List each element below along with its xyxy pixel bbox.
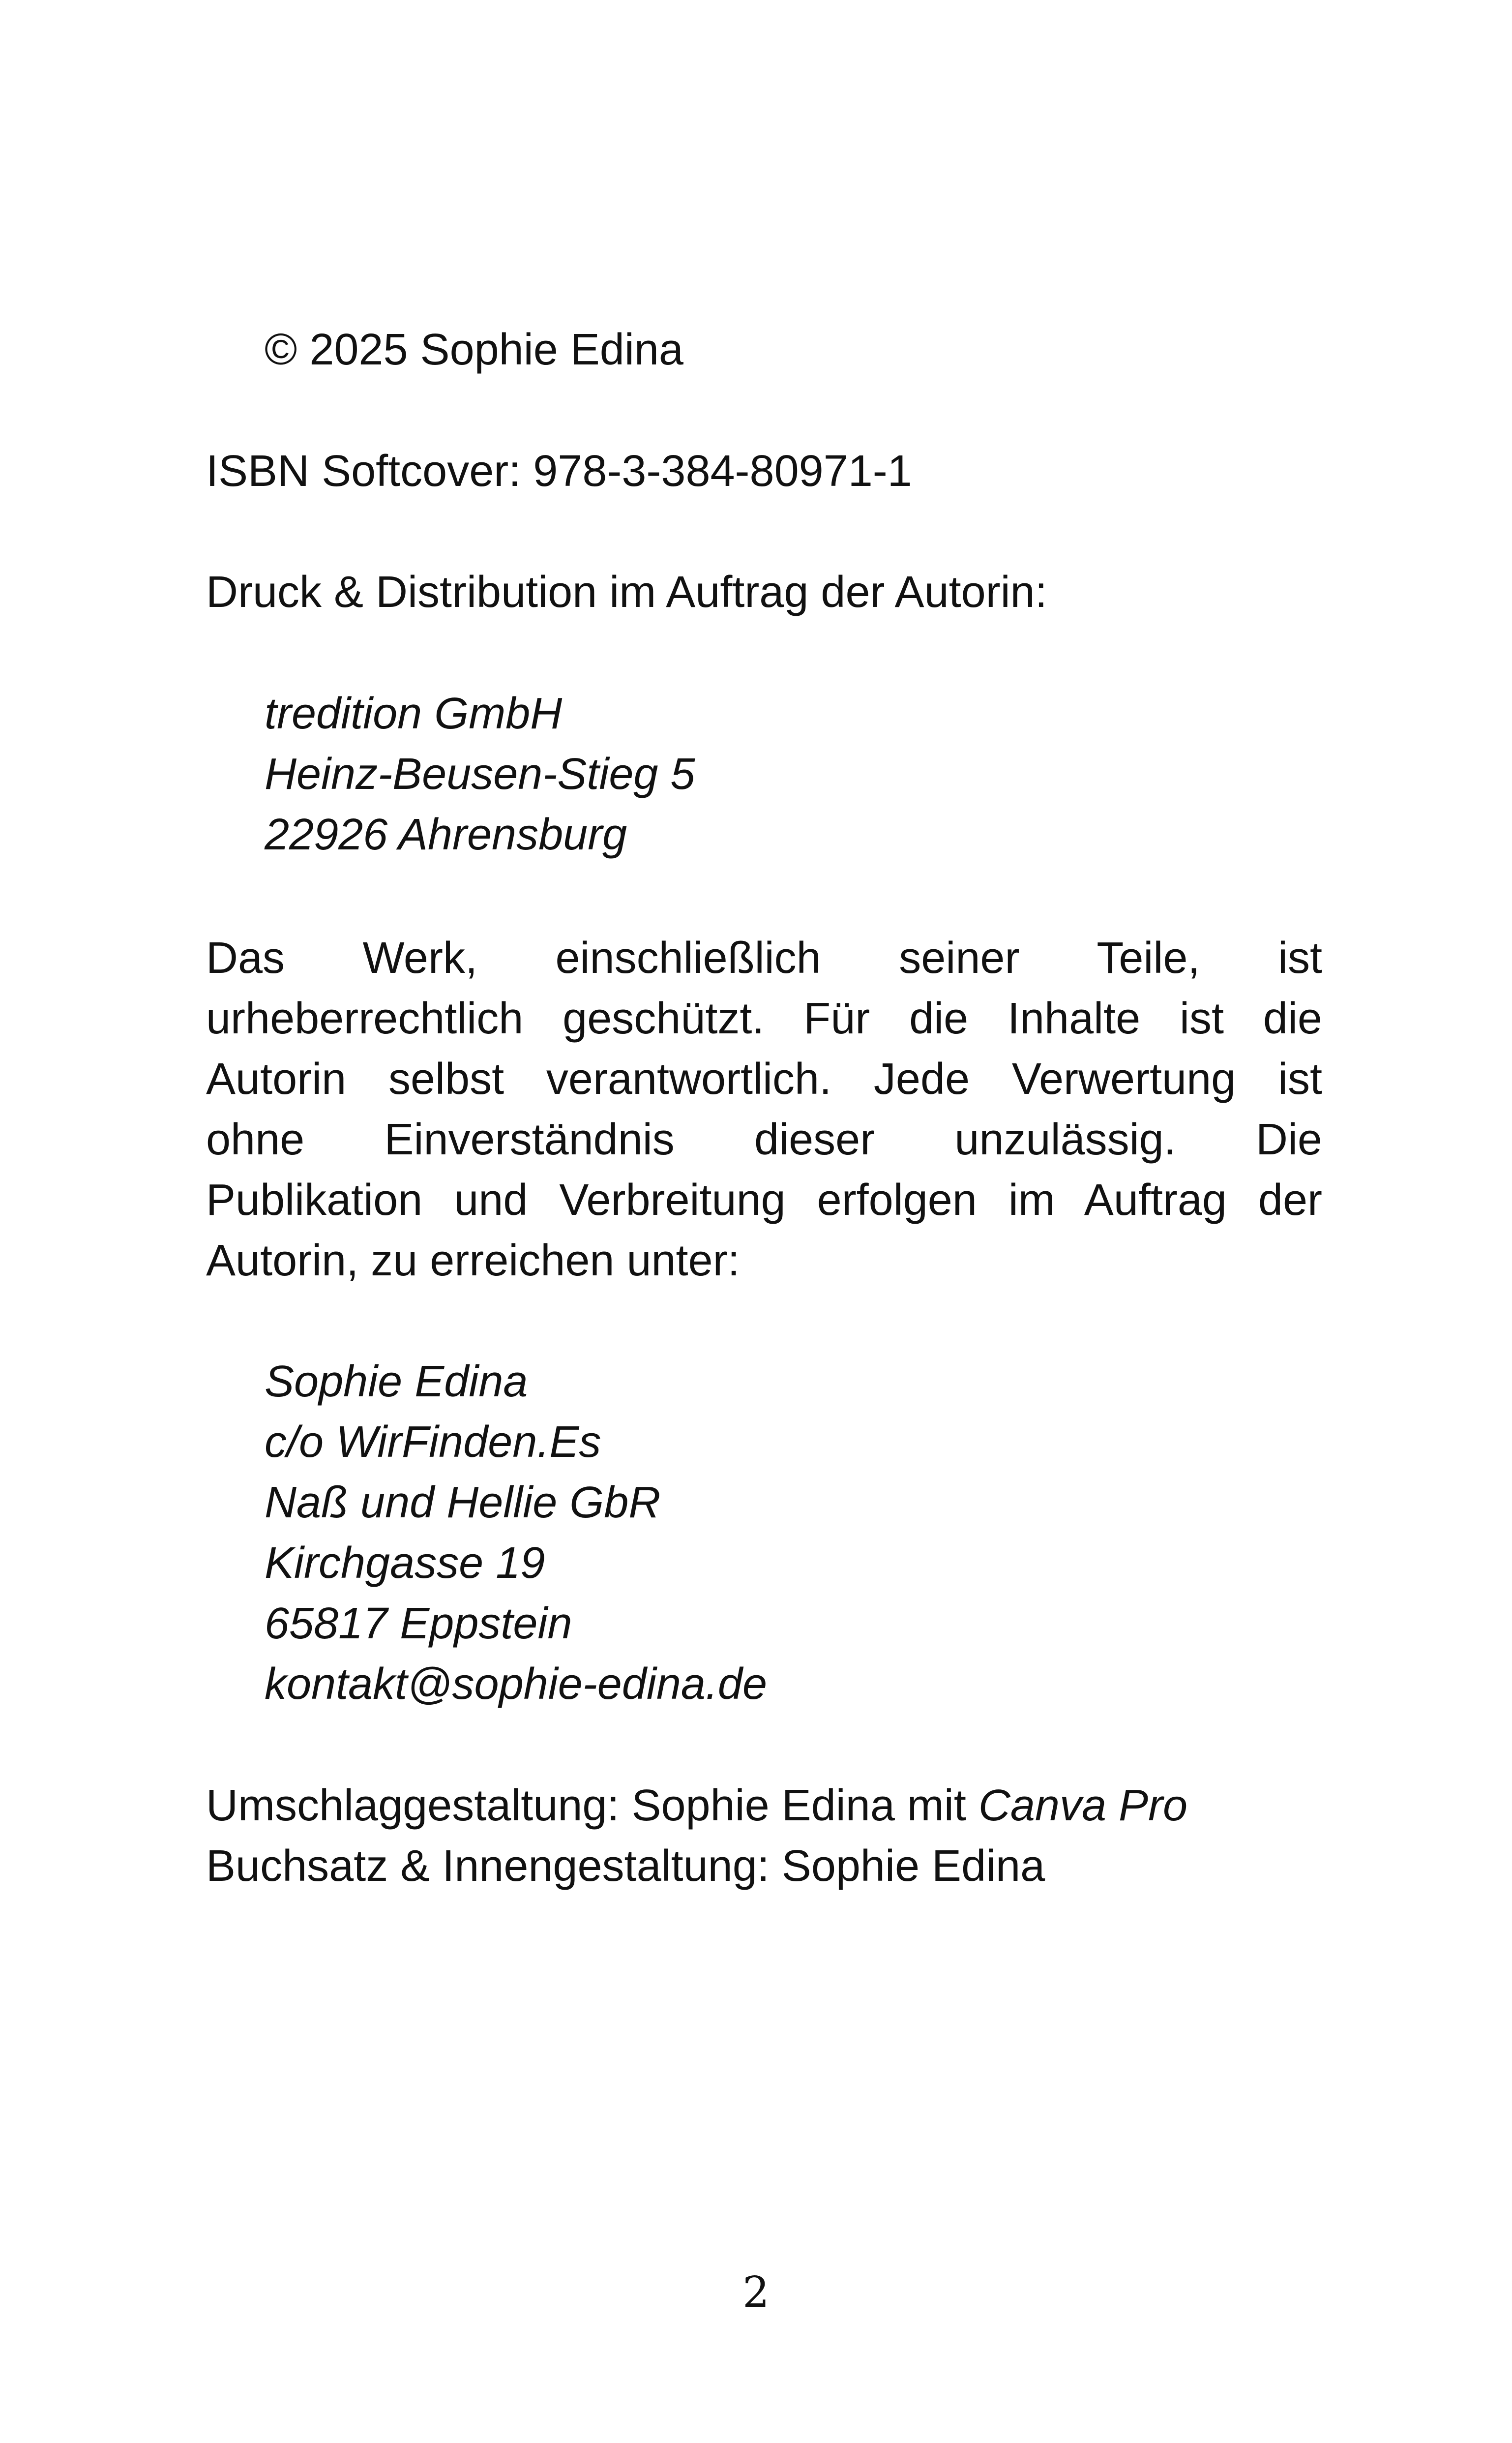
author-street: Kirchgasse 19 — [265, 1538, 545, 1588]
copyright-line: © 2025 Sophie Edina — [265, 325, 683, 374]
author-care-of: c/o WirFinden.Es — [265, 1418, 601, 1467]
legal-line: Publikation und Verbreitung erfolgen im Auftrag der — [206, 1176, 1322, 1225]
author-city: 65817 Eppstein — [265, 1599, 572, 1648]
legal-line: Autorin selbst verantwortlich. Jede Verwertung ist — [206, 1055, 1322, 1104]
legal-line: urheberrechtlich geschützt. Für die Inhalte ist die — [206, 994, 1322, 1043]
author-email-link[interactable]: kontakt@sophie-edina.de — [265, 1659, 768, 1709]
publisher-name: tredition GmbH — [265, 689, 563, 738]
author-name: Sophie Edina — [265, 1357, 528, 1406]
publisher-street: Heinz-Beusen-Stieg 5 — [265, 750, 695, 799]
page-number: 2 — [742, 2268, 770, 2317]
author-company: Naß und Hellie GbR — [265, 1478, 661, 1527]
isbn-line: ISBN Softcover: 978-3-384-80971-1 — [206, 447, 912, 496]
layout-credit-line: Buchsatz & Innengestaltung: Sophie Edina — [206, 1841, 1045, 1891]
cover-credit-prefix: Umschlaggestaltung: Sophie Edina mit — [206, 1781, 978, 1830]
cover-credit-tool: Canva Pro — [978, 1781, 1188, 1830]
legal-line: Das Werk, einschließlich seiner Teile, ist — [206, 934, 1322, 983]
legal-notice-paragraph — [206, 928, 1322, 1291]
print-distribution-heading: Druck & Distribution im Auftrag der Autorin: — [206, 568, 1047, 617]
legal-line: ohne Einverständnis dieser unzulässig. Die — [206, 1115, 1322, 1164]
cover-credit-line — [206, 1776, 1187, 1836]
legal-line: Autorin, zu erreichen unter: — [206, 1236, 740, 1285]
publisher-city: 22926 Ahrensburg — [265, 810, 627, 859]
